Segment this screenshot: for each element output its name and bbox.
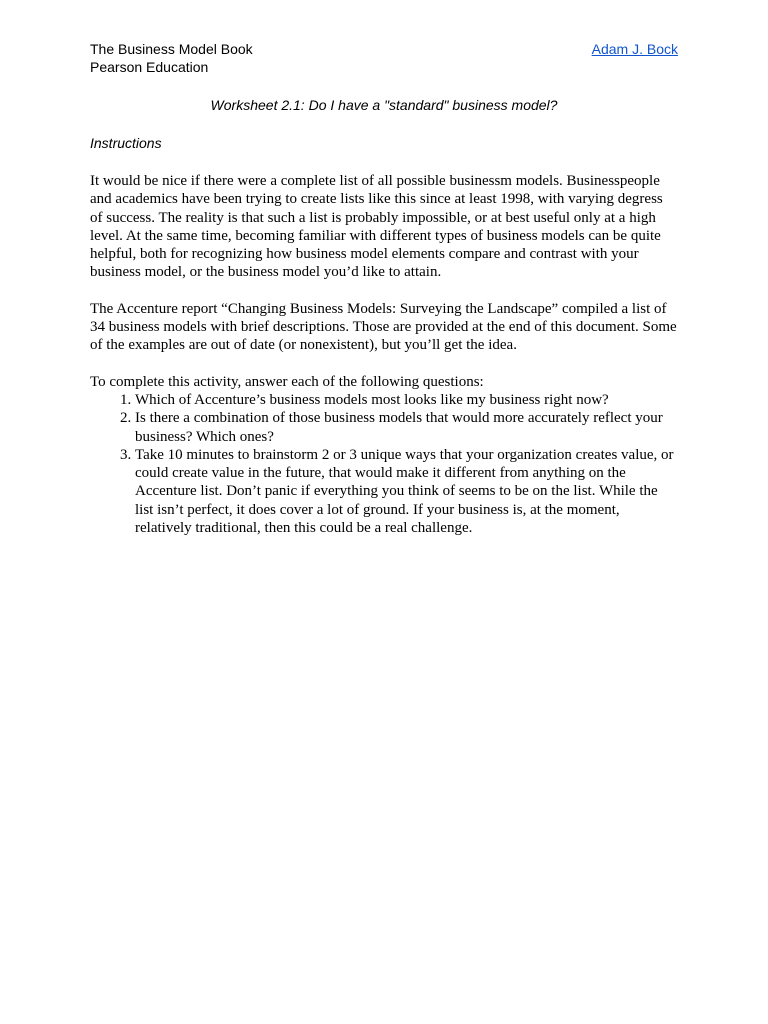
- publisher: Pearson Education: [90, 59, 209, 75]
- document-page: [90, 40, 678, 537]
- paragraph-intro: It would be nice if there were a complete list of all possible businessm models. Businesspeople and academics have been trying to create lists like this since at least 1998, with varying degress of success. The reality is that such a list is probably impossible, or at best useful only at a high level. At the same time, becoming familiar with different types of business models can be quite helpful, both for recognizing how business model elements compare and contrast with your business model, or the business model you’d like to attain.: [90, 173, 663, 281]
- list-item: 2. Is there a combination of those business models that would more accurately reflect your business? Which ones?: [135, 409, 678, 446]
- list-item: 3. Take 10 minutes to brainstorm 2 or 3 unique ways that your organization creates value, or could create value in the future, that would make it different from anything on the Accenture list. Don’t panic if everything you think of seems to be on the list. While the list isn’t perfect, it does cover a lot of ground. If your business is, at the moment, relatively traditional, then this could be a real challenge.: [135, 446, 678, 537]
- activity-intro: To complete this activity, answer each of the following questions:: [90, 373, 484, 390]
- document-header: [90, 40, 678, 76]
- paragraph-accenture: The Accenture report “Changing Business Models: Surveying the Landscape” compiled a list of 34 business models with brief descriptions. Those are provided at the end of this document. Some of the examples are out of date (or nonexistent), but you’ll get the idea.: [90, 300, 677, 354]
- header-left: [90, 40, 253, 76]
- list-item: 1. Which of Accenture’s business models most looks like my business right now?: [135, 391, 678, 409]
- instructions-heading: Instructions: [90, 135, 162, 151]
- activity-section: [90, 373, 678, 538]
- book-title: The Business Model Book: [90, 41, 253, 57]
- worksheet-title: Worksheet 2.1: Do I have a "standard" business model?: [210, 97, 558, 113]
- questions-list: [90, 391, 678, 537]
- author-link[interactable]: Adam J. Bock: [591, 41, 678, 57]
